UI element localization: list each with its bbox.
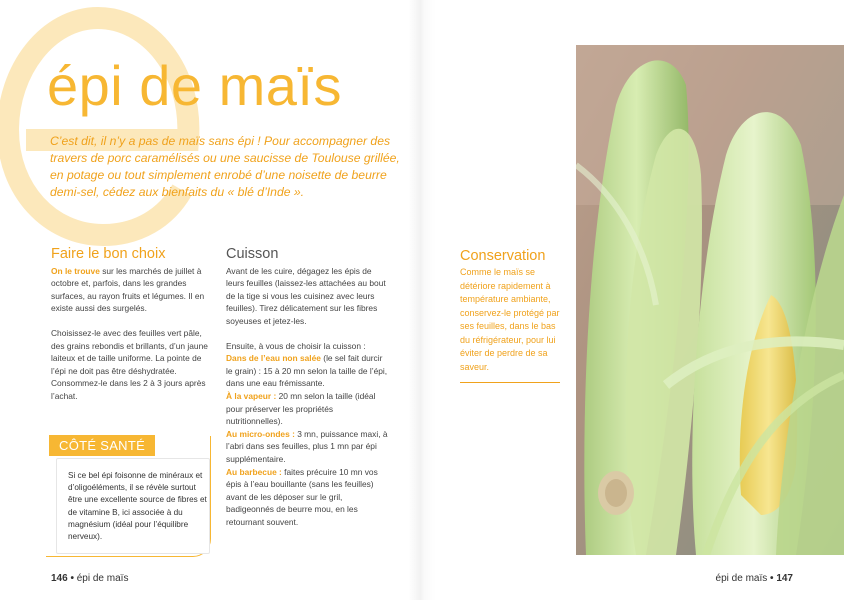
choix-lead: On le trouve — [51, 265, 100, 276]
sante-label: CÔTÉ SANTÉ — [49, 435, 155, 456]
cuisson-intro: Ensuite, à vous de choisir la cuisson : — [226, 340, 366, 351]
choix-column — [51, 248, 211, 415]
sante-text: Si ce bel épi foisonne de minéraux et d’oligoéléments, il se révèle surtout être une excellente source de fibres et de vitamine B, ici associée à du magnésium (idéal pour l’équilibre nerveux). — [68, 471, 207, 542]
decorative-letter-e — [0, 0, 208, 250]
corn-photo-art — [576, 45, 844, 555]
method-micro-lead: Au micro-ondes : — [226, 428, 295, 439]
conservation-rule — [460, 382, 560, 383]
choix-p1-text: sur les marchés de juillet à octobre et, parfois, dans les grandes surfaces, au rayon fruits et légumes. Il en existe aussi des surgelés. — [51, 265, 205, 314]
cuisson-method-barbecue — [226, 466, 391, 529]
folio-label-left: épi de maïs — [76, 573, 129, 584]
corn-photo — [576, 45, 844, 555]
method-micro-text: 3 mn, puissance maxi, à l’abri dans ses feuilles, plus 1 mn par épi supplémentaire. — [226, 428, 388, 464]
conservation-column — [460, 248, 563, 383]
cuisson-column — [226, 248, 391, 528]
method-barbecue-lead: Au barbecue : — [226, 466, 282, 477]
folio-separator-right: • — [767, 573, 777, 584]
method-eau-text: (le sel fait durcir le grain) : 15 à 20 mn selon la taille de l’épi, dans une eau frémissante. — [226, 353, 388, 389]
choix-paragraph-2: Choisissez-le avec des feuilles vert pâle, des grains rebondis et brillants, d’un jaune laiteux et de taille uniforme. La pointe de l’épi ne doit pas être déshydratée. Consommez-le dans les 2 à 3 jours après l’achat. — [51, 327, 208, 401]
cuisson-paragraph-1: Avant de les cuire, dégagez les épis de leurs feuilles (laissez-les attachées au bout de la tige si vous les cuisinez avec leurs feuilles). Tirez délicatement sur les fibres soyeuses et jetez-les. — [226, 265, 386, 326]
method-vapeur-lead: À la vapeur : — [226, 390, 277, 401]
page-number-right: 147 — [776, 573, 793, 584]
conservation-heading: Conservation — [460, 248, 546, 264]
cuisson-method-vapeur — [226, 390, 391, 428]
intro-text: C’est dit, il n’y a pas de maïs sans épi ! Pour accompagner des travers de porc caramélisés ou une saucisse de Toulouse grillée, en potage ou tout simplement enrobé d’une noisette de beurre demi-sel, cédez aux bienfaits du « blé d’Inde ». — [50, 134, 400, 199]
folio-label-right: épi de maïs — [715, 573, 768, 584]
folio-right — [716, 573, 793, 584]
folio-left — [51, 573, 128, 584]
cuisson-heading: Cuisson — [226, 246, 279, 262]
page-number-left: 146 — [51, 573, 68, 584]
method-barbecue-text: faites précuire 10 mn vos épis à l’eau bouillante (sans les feuilles) avant de les déposer sur le gril, badigeonnés de beurre mou, en les retournant souvent. — [226, 466, 378, 527]
choix-heading: Faire le bon choix — [51, 246, 166, 262]
book-gutter — [408, 0, 436, 600]
page-title: épi de maïs — [47, 54, 342, 117]
method-eau-lead: Dans de l’eau non salée — [226, 353, 321, 364]
conservation-text: Comme le maïs se détériore rapidement à température ambiante, conservez-le protégé par ses feuilles, dans le bas du réfrigérateur, pour lui éviter de perdre de sa saveur. — [460, 267, 560, 372]
choix-paragraph-1 — [51, 265, 211, 315]
cuisson-method-micro — [226, 428, 391, 466]
cuisson-method-eau — [226, 352, 391, 390]
folio-separator-left: • — [67, 573, 77, 584]
method-vapeur-text: 20 mn selon la taille (idéal pour préserver les propriétés nutritionnelles). — [226, 390, 376, 427]
